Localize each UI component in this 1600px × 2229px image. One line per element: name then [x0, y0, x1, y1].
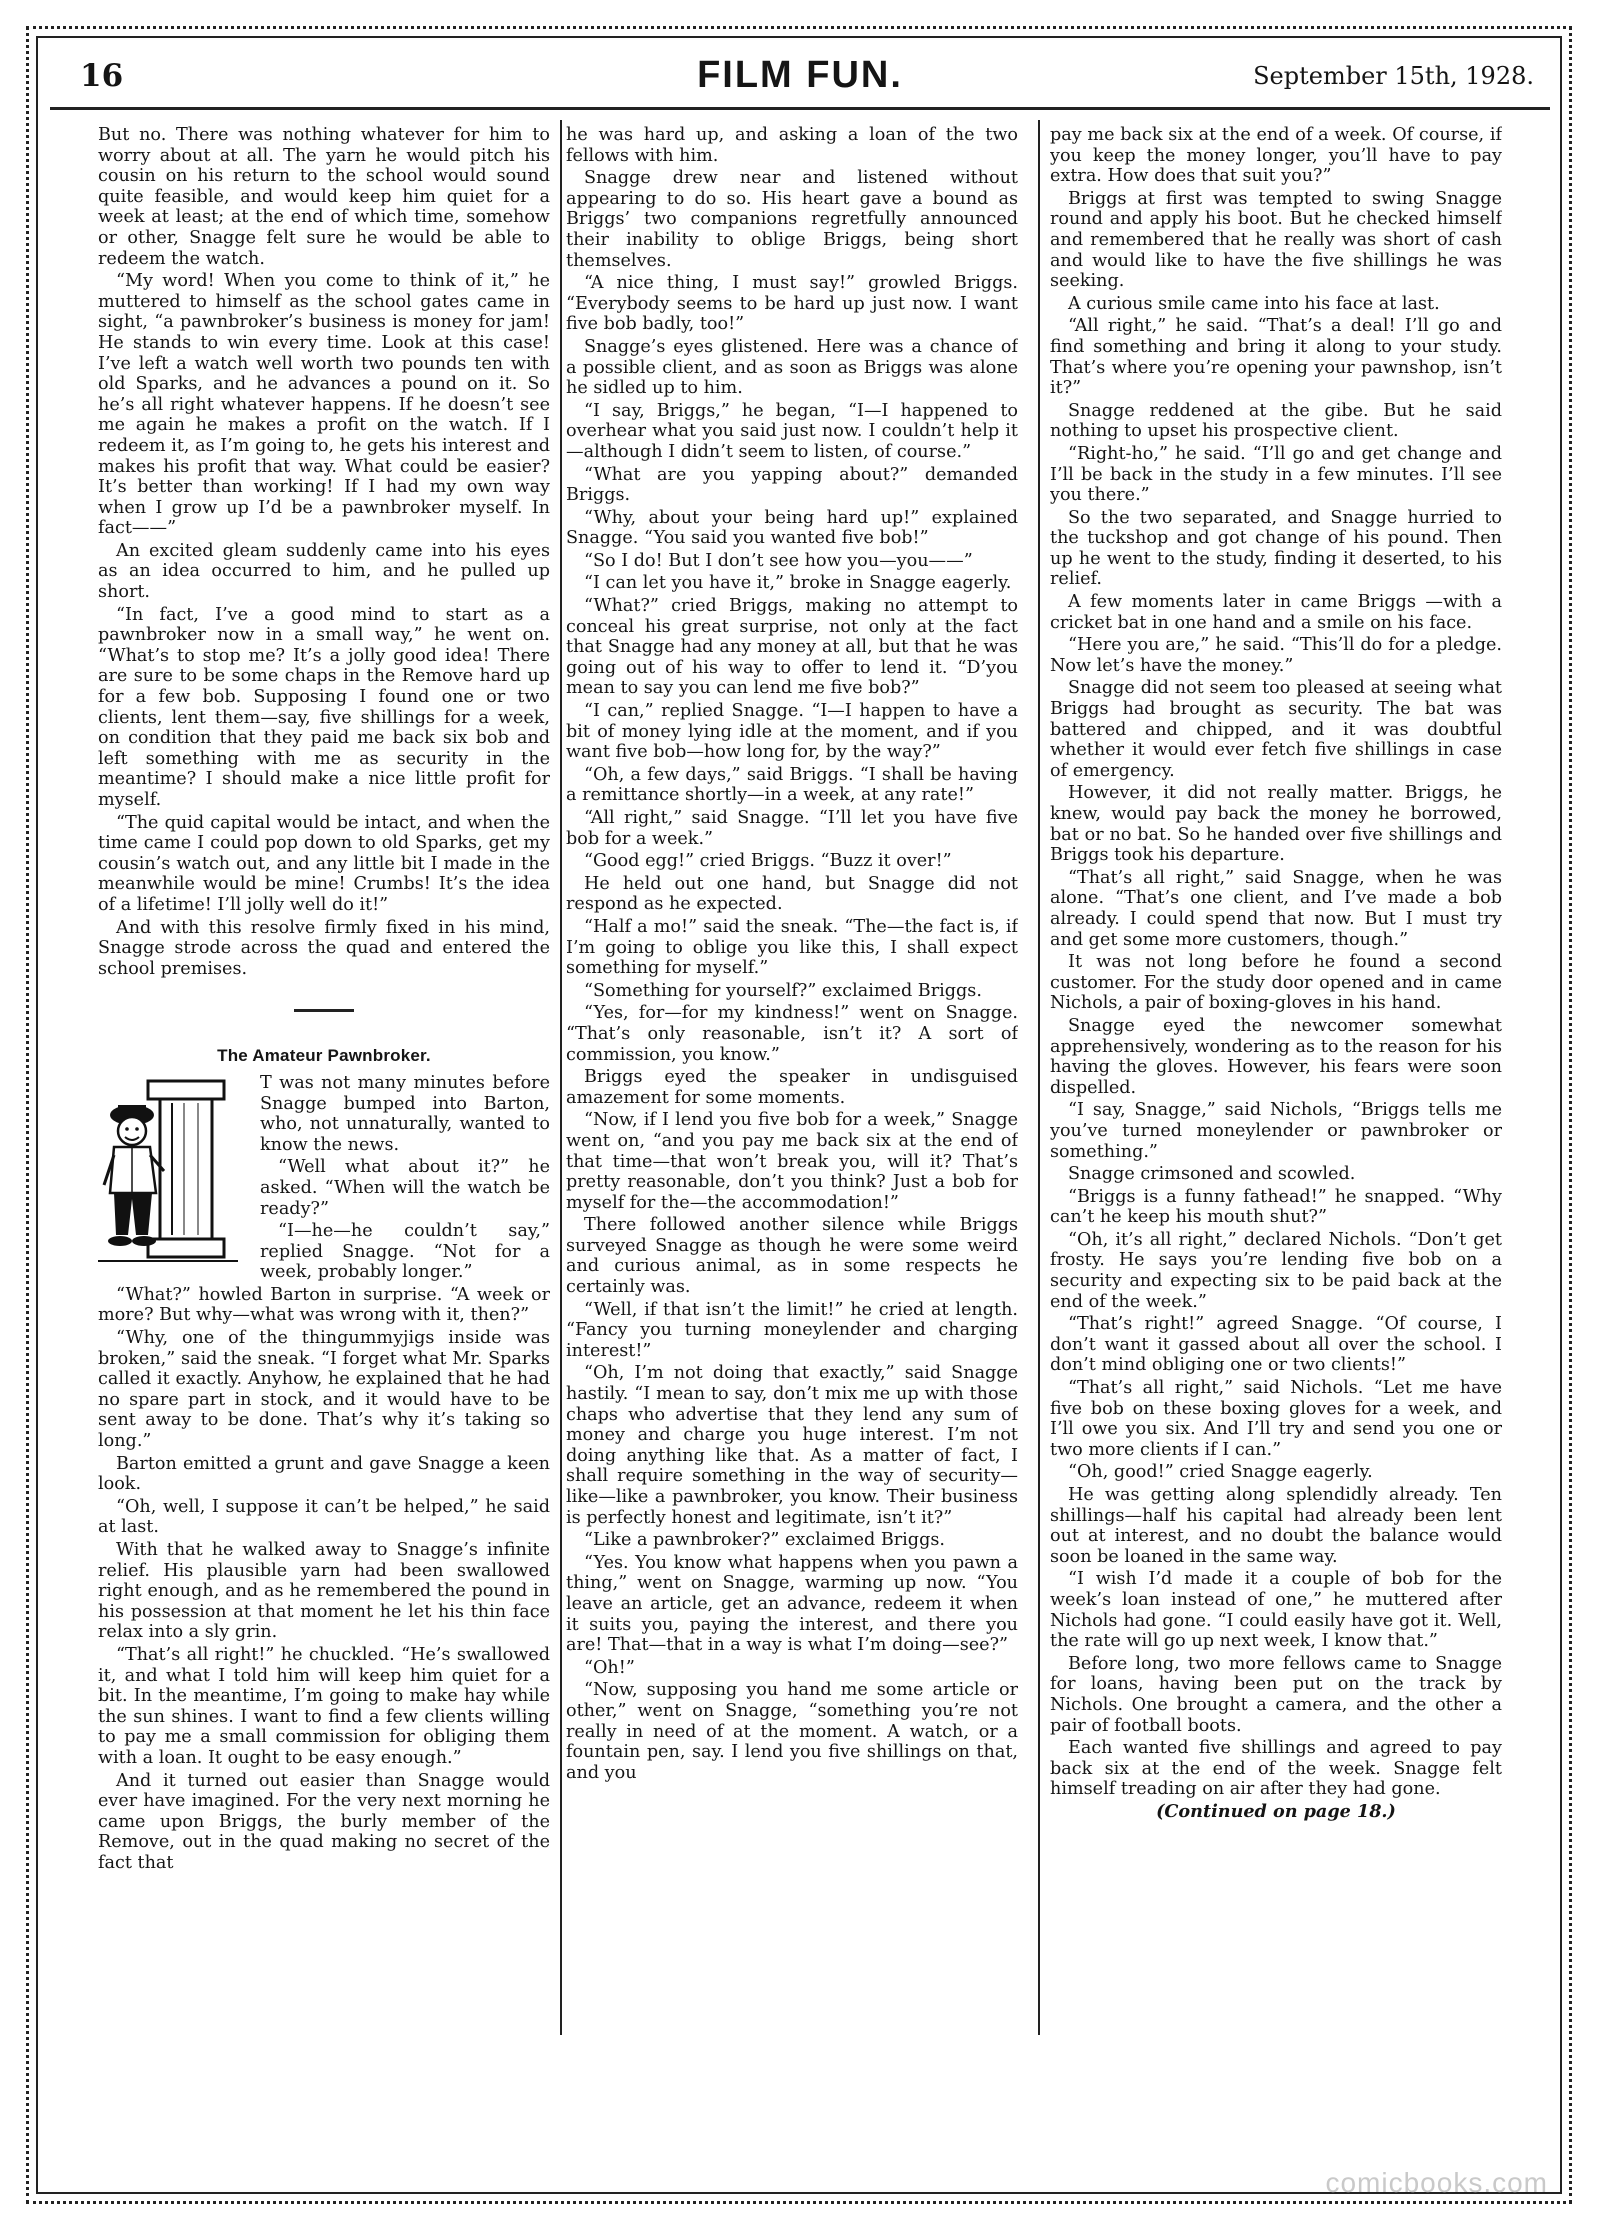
paragraph: “Oh!”: [584, 1657, 635, 1678]
paragraph: Snagge eyed the newcomer somewhat apprehensively, wondering as to the reason for his having the gloves. However, his fears were soon dispelled.: [1050, 1015, 1502, 1098]
paragraph: “So I do! But I don’t see how you—you——”: [584, 550, 973, 571]
paragraph: So the two separated, and Snagge hurried to the tuckshop and got change of his pound. Then up he went to the study, finding it deserted, to his relief.: [1050, 507, 1502, 590]
paragraph: “Right-ho,” he said. “I’ll go and get change and I’ll be back in the study in a few minutes. I’ll see you there.”: [1050, 443, 1502, 506]
paragraph: Barton emitted a grunt and gave Snagge a keen look.: [98, 1453, 550, 1495]
paragraph: “I say, Snagge,” said Nichols, “Briggs tells me you’ve turned moneylender or pawnbroker or something.”: [1050, 1100, 1502, 1162]
paragraph: “Oh, I’m not doing that exactly,” said Snagge hastily. “I mean to say, don’t mix me up with those chaps who advertise that they lend any sum of money and charge you huge interest. I’m not doing anything like that. As a matter of fact, I shall require something in the way of security—like—like a pawnbroker, you know. Their business is perfectly honest and legitimate, isn’t it?”: [566, 1363, 1018, 1528]
paragraph: Each wanted five shillings and agreed to pay back six at the end of the week. Snagge felt himself treading on air after they had gone.: [1050, 1738, 1502, 1800]
paragraph: Briggs eyed the speaker in undisguised amazement for some moments.: [566, 1067, 1018, 1108]
paragraph: “I can let you have it,” broke in Snagge eagerly.: [584, 573, 1012, 594]
paragraph: A curious smile came into his face at last.: [1068, 293, 1440, 314]
paragraph: “That’s right!” agreed Snagge. “Of course, I don’t want it gassed about all over the school. I don’t mind obliging one or two clients!”: [1050, 1314, 1502, 1376]
paragraph: “Now, supposing you hand me some article or other,” went on Snagge, “something you’re not really in need of at the moment. A watch, or a fountain pen, say. I lend you five shillings on that, and you: [566, 1680, 1018, 1783]
paragraph: An excited gleam suddenly came into his eyes as an idea occurred to him, and he pulled up short.: [98, 540, 550, 603]
paragraph: “Oh, well, I suppose it can’t be helped,” he said at last.: [98, 1496, 550, 1538]
paragraph: There followed another silence while Briggs surveyed Snagge as though he were some weird and curious animal, as in some respects he certainly was.: [566, 1215, 1018, 1298]
paragraph: “Well, if that isn’t the limit!” he cried at length. “Fancy you turning moneylender and charging interest!”: [566, 1299, 1018, 1361]
paragraph: “Good egg!” cried Briggs. “Buzz it over!”: [584, 851, 952, 872]
article-column-3: [1050, 125, 1502, 2015]
paragraph: “Here you are,” he said. “This’ll do for a pledge. Now let’s have the money.”: [1050, 635, 1502, 676]
paragraph: “A nice thing, I must say!” growled Briggs. “Everybody seems to be hard up just now. I want five bob badly, too!”: [566, 273, 1018, 335]
paragraph: Snagge crimsoned and scowled.: [1068, 1164, 1356, 1185]
paragraph: “I can,” replied Snagge. “I—I happen to have a bit of money lying idle at the moment, and if you want five bob—how long for, by the way?”: [566, 701, 1018, 763]
dropcap-illustration: [98, 1075, 248, 1271]
paragraph: “Briggs is a funny fathead!” he snapped. “Why can’t he keep his mouth shut?”: [1050, 1186, 1502, 1228]
paragraph: It was not long before he found a second customer. For the study door opened and in came Nichols, a pair of boxing-gloves in his hand.: [1050, 952, 1502, 1014]
boy-with-letter-illustration: [98, 1075, 248, 1271]
section-divider: [294, 1009, 354, 1012]
paragraph: “Oh, a few days,” said Briggs. “I shall be having a remittance shortly—in a week, at any rate!”: [566, 764, 1018, 806]
paragraph: And it turned out easier than Snagge would ever have imagined. For the very next morning he came upon Briggs, the burly member of the Remove, out in the quad making no secret of the fact that: [98, 1770, 550, 1873]
paragraph: “Like a pawnbroker?” exclaimed Briggs.: [584, 1530, 945, 1551]
paragraph: However, it did not really matter. Briggs, he knew, would pay back the money he borrowed, bat or no bat. So he handed over five shillings and Briggs took his departure.: [1050, 783, 1502, 866]
paragraph: “That’s all right!” he chuckled. “He’s swallowed it, and what I told him will keep him quiet for a bit. In the meantime, I’m going to make hay while the sun shines. I want to find a few clients willing to pay me a small commission for obliging them with a loan. It ought to be easy enough.”: [98, 1644, 550, 1768]
paragraph: And with this resolve firmly fixed in his mind, Snagge strode across the quad and entered the school premises.: [98, 917, 550, 979]
paragraph: “The quid capital would be intact, and when the time came I could pop down to old Sparks, get my cousin’s watch out, and any little bit I made in the meanwhile would be mine! Crumbs! It’s the idea of a lifetime! I’ll jolly well do it!”: [98, 812, 550, 915]
watermark: comicbooks.com: [1325, 2167, 1548, 2198]
paragraph: A few moments later in came Briggs —with a cricket bat in one hand and a smile on his face.: [1050, 592, 1502, 633]
paragraph: Snagge reddened at the gibe. But he said nothing to upset his prospective client.: [1050, 400, 1502, 442]
paragraph: “Now, if I lend you five bob for a week,” Snagge went on, “and you pay me back six at the end of that time—that won’t break you, will it? That’s pretty reasonable, don’t you think? Just a bob for myself for the—the accommodation!”: [566, 1110, 1018, 1213]
paragraph: T was not many minutes before Snagge bumped into Barton, who, not unnaturally, wanted to know the news.: [260, 1072, 550, 1155]
paragraph: he was hard up, and asking a loan of the two fellows with him.: [566, 125, 1018, 166]
paragraph: “All right,” said Snagge. “I’ll let you have five bob for a week.”: [566, 808, 1018, 849]
paragraph: Snagge’s eyes glistened. Here was a chance of a possible client, and as soon as Briggs was alone he sidled up to him.: [566, 336, 1018, 399]
paragraph: “What?” howled Barton in surprise. “A week or more? But why—what was wrong with it, then?”: [98, 1284, 550, 1326]
paragraph: “What are you yapping about?” demanded Briggs.: [566, 464, 1018, 506]
column-divider: [560, 120, 562, 2035]
paragraph: Snagge drew near and listened without appearing to do so. His heart gave a bound as Briggs’ two companions regretfully announced their inability to oblige Briggs, being short themselves.: [566, 168, 1018, 271]
paragraph: “I say, Briggs,” he began, “I—I happened to overhear what you said just now. I couldn’t help it—although I didn’t seem to listen, of course.”: [566, 400, 1018, 462]
paragraph: “What?” cried Briggs, making no attempt to conceal his great surprise, not only at the fact that Snagge had any money at all, but that he was going out of his way to offer to lend it. “D’you mean to say you can lend me five bob?”: [566, 596, 1018, 699]
paragraph: “Half a mo!” said the sneak. “The—the fact is, if I’m going to oblige you like this, I shall expect something for myself.”: [566, 916, 1018, 979]
paragraph: “Something for yourself?” exclaimed Briggs.: [584, 980, 982, 1001]
paragraph: “That’s all right,” said Nichols. “Let me have five bob on these boxing gloves for a week, and I’ll owe you six. And I’ll try and send you one or two more clients if I can.”: [1050, 1378, 1502, 1460]
continued-note: (Continued on page 18.): [1156, 1800, 1396, 1822]
paragraph: “I—he—he couldn’t say,” replied Snagge. “Not for a week, probably longer.”: [260, 1221, 550, 1283]
paragraph: Snagge did not seem too pleased at seeing what Briggs had brought as security. The bat was battered and chipped, and it was doubtful whether it would ever fetch five shillings in case of emergency.: [1050, 678, 1502, 781]
paragraph: “My word! When you come to think of it,” he muttered to himself as the school gates came in sight, “a pawnbroker’s business is money for jam! He stands to win every time. Look at this case! I’ve left a watch well worth two pounds ten with old Sparks, and he advances a pound on it. So he’s all right whatever happens. If he doesn’t see me again he makes a profit on the watch. If I redeem it, as I’m going to, he gets his interest and makes his profit that way. What could be easier? It’s better than working! If I had my own way when I grow up I’d be a pawnbroker myself. In fact——”: [98, 271, 550, 539]
article-column-2: [566, 125, 1018, 2015]
paragraph: “Well what about it?” he asked. “When will the watch be ready?”: [260, 1157, 550, 1219]
paragraph: He was getting along splendidly already. Ten shillings—half his capital had already been lent out at interest, and no doubt the balance would soon be loaned in the same way.: [1050, 1485, 1502, 1567]
page-number: 16: [80, 58, 124, 94]
paragraph: “Yes, for—for my kindness!” went on Snagge. “That’s only reasonable, isn’t it? A sort of commission, you know.”: [566, 1003, 1018, 1065]
article-column-1: [98, 125, 550, 2015]
paragraph: “Oh, it’s all right,” declared Nichols. “Don’t get frosty. He says you’re lending five bob on a security and expecting six to be paid back at the end of the week.”: [1050, 1229, 1502, 1312]
paragraph: “All right,” he said. “That’s a deal! I’ll go and find something and bring it along to your study. That’s where you’re opening your pawnshop, isn’t it?”: [1050, 316, 1502, 399]
paragraph: pay me back six at the end of a week. Of course, if you keep the money longer, you’ll have to pay extra. How does that suit you?”: [1050, 125, 1502, 187]
paragraph: “Why, about your being hard up!” explained Snagge. “You said you wanted five bob!”: [566, 507, 1018, 549]
paragraph: “Oh, good!” cried Snagge eagerly.: [1068, 1462, 1373, 1483]
magazine-title: FILM FUN.: [697, 54, 903, 96]
page-header: [50, 46, 1550, 110]
paragraph: Briggs at first was tempted to swing Snagge round and apply his boot. But he checked himself and remembered that he really was short of cash and would like to have the five shillings he was seeking.: [1050, 188, 1502, 292]
paragraph: But no. There was nothing whatever for him to worry about at all. The yarn he would pitch his cousin on his return to the school would sound quite feasible, and would keep him quiet for a week at least; at the end of which time, somehow or other, Snagge felt sure he would be able to redeem the watch.: [98, 125, 550, 269]
column-divider: [1038, 120, 1040, 2035]
issue-date: September 15th, 1928.: [1253, 62, 1534, 90]
paragraph: “Yes. You know what happens when you pawn a thing,” went on Snagge, warming up now. “You leave an article, get an advance, redeem it when it suits you, paying the interest, and there you are! That—that in a way is what I’m doing—see?”: [566, 1552, 1018, 1656]
paragraph: “In fact, I’ve a good mind to start as a pawnbroker now in a small way,” he went on. “What’s to stop me? It’s a jolly good idea! There are sure to be some chaps in the Remove hard up for a few bob. Supposing I found one or two clients, lent them—say, five shillings for a week, on condition that they paid me back six bob and left something with me as security in the meantime? I should make a nice little profit for myself.: [98, 604, 550, 810]
paragraph: With that he walked away to Snagge’s infinite relief. His plausible yarn had been swallowed right enough, and as he remembered the pound in his possession at that moment he let his thin face relax into a sly grin.: [98, 1540, 550, 1643]
paragraph: “Why, one of the thingummyjigs inside was broken,” said the sneak. “I forget what Mr. Sparks called it exactly. Anyhow, he explained that he had no spare part in stock, and it would have to be sent away to be done. That’s why it’s taking so long.”: [98, 1328, 550, 1452]
paragraph: Before long, two more fellows came to Snagge for loans, having been put on the track by Nichols. One brought a camera, and the other a pair of football boots.: [1050, 1653, 1502, 1736]
paragraph: “That’s all right,” said Snagge, when he was alone. “That’s one client, and I’ve made a bob already. I could spend that now. But I must try and get some more customers, though.”: [1050, 867, 1502, 950]
paragraph: “I wish I’d made it a couple of bob for the week’s loan instead of one,” he muttered after Nichols had gone. “I could easily have got it. Well, the rate will go up next week, I know that.”: [1050, 1569, 1502, 1652]
paragraph: He held out one hand, but Snagge did not respond as he expected.: [566, 873, 1018, 915]
section-heading: The Amateur Pawnbroker.: [217, 1046, 431, 1066]
